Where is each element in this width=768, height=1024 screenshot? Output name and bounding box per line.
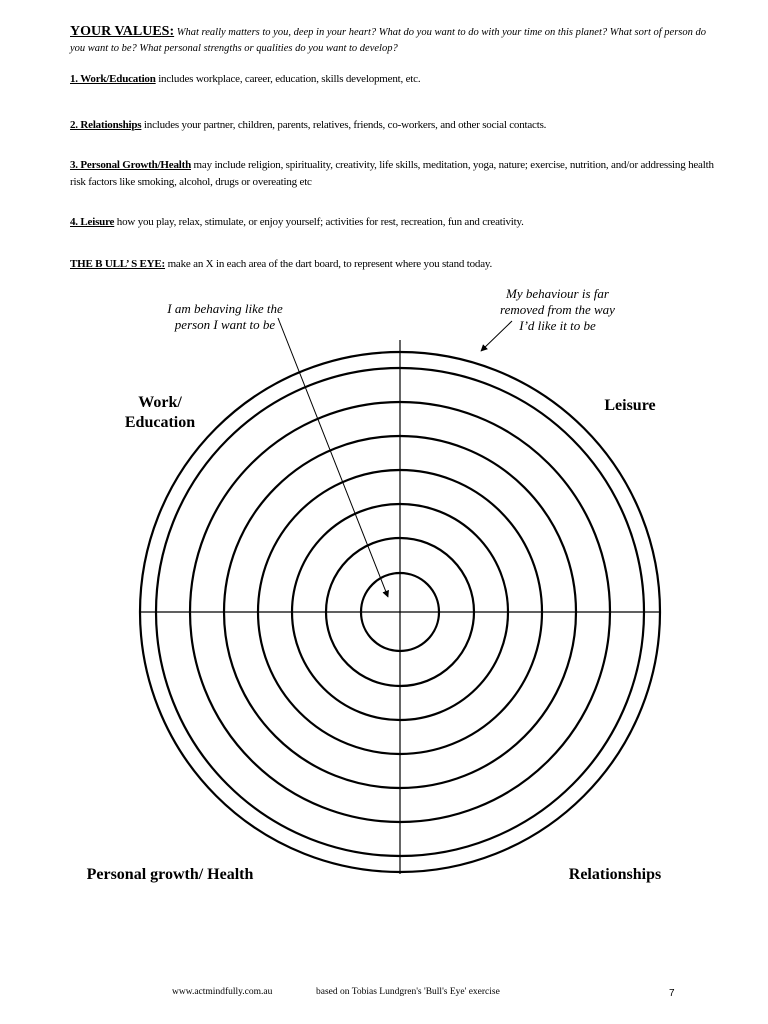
- values-heading: YOUR VALUES:: [70, 24, 175, 39]
- callout-edge-label: My behaviour is far removed from the way I’d like it to be: [500, 286, 615, 333]
- area-text: includes your partner, children, parents, relatives, friends, co-workers, and other social contacts.: [141, 119, 547, 131]
- area-label: 1. Work/Education: [70, 73, 156, 85]
- footer-url: www.actmindfully.com.au: [172, 987, 273, 997]
- bullseye-label: THE B ULL’ S EYE:: [70, 258, 166, 270]
- area-text: how you play, relax, stimulate, or enjoy yourself; activities for rest, recreation, fun and creativity.: [114, 216, 524, 228]
- page-number: 7: [669, 988, 675, 999]
- area-text: may include religion, spirituality, creativity, life skills, meditation, yoga, nature; exercise, nutrition, and/or addressing health risk factors like smoking, alcohol, drugs or overeating etc: [70, 159, 714, 188]
- quadrant-label-work-education: Work/ Education: [124, 394, 196, 431]
- area-label: 4. Leisure: [70, 216, 115, 228]
- area-label: 2. Relationships: [70, 119, 142, 131]
- bullseye-text: make an X in each area of the dart board, to represent where you stand today.: [165, 258, 493, 270]
- footer-credit: based on Tobias Lundgren's 'Bull's Eye' exercise: [316, 987, 500, 997]
- quadrant-label-personal-growth-health: Personal growth/ Health: [86, 866, 254, 883]
- quadrant-label-relationships: Relationships: [568, 866, 662, 883]
- area-label: 3. Personal Growth/Health: [70, 159, 191, 171]
- quadrant-label-leisure: Leisure: [604, 397, 656, 414]
- values-question: What really matters to you, deep in your heart? What do you want to do with your time on this planet? What sort of person do you want to be? What personal strengths or qualities do you want to develop?: [70, 27, 706, 54]
- area-text: includes workplace, career, education, skills development, etc.: [155, 73, 421, 85]
- callout-center-label: I am behaving like the person I want to be: [167, 301, 283, 332]
